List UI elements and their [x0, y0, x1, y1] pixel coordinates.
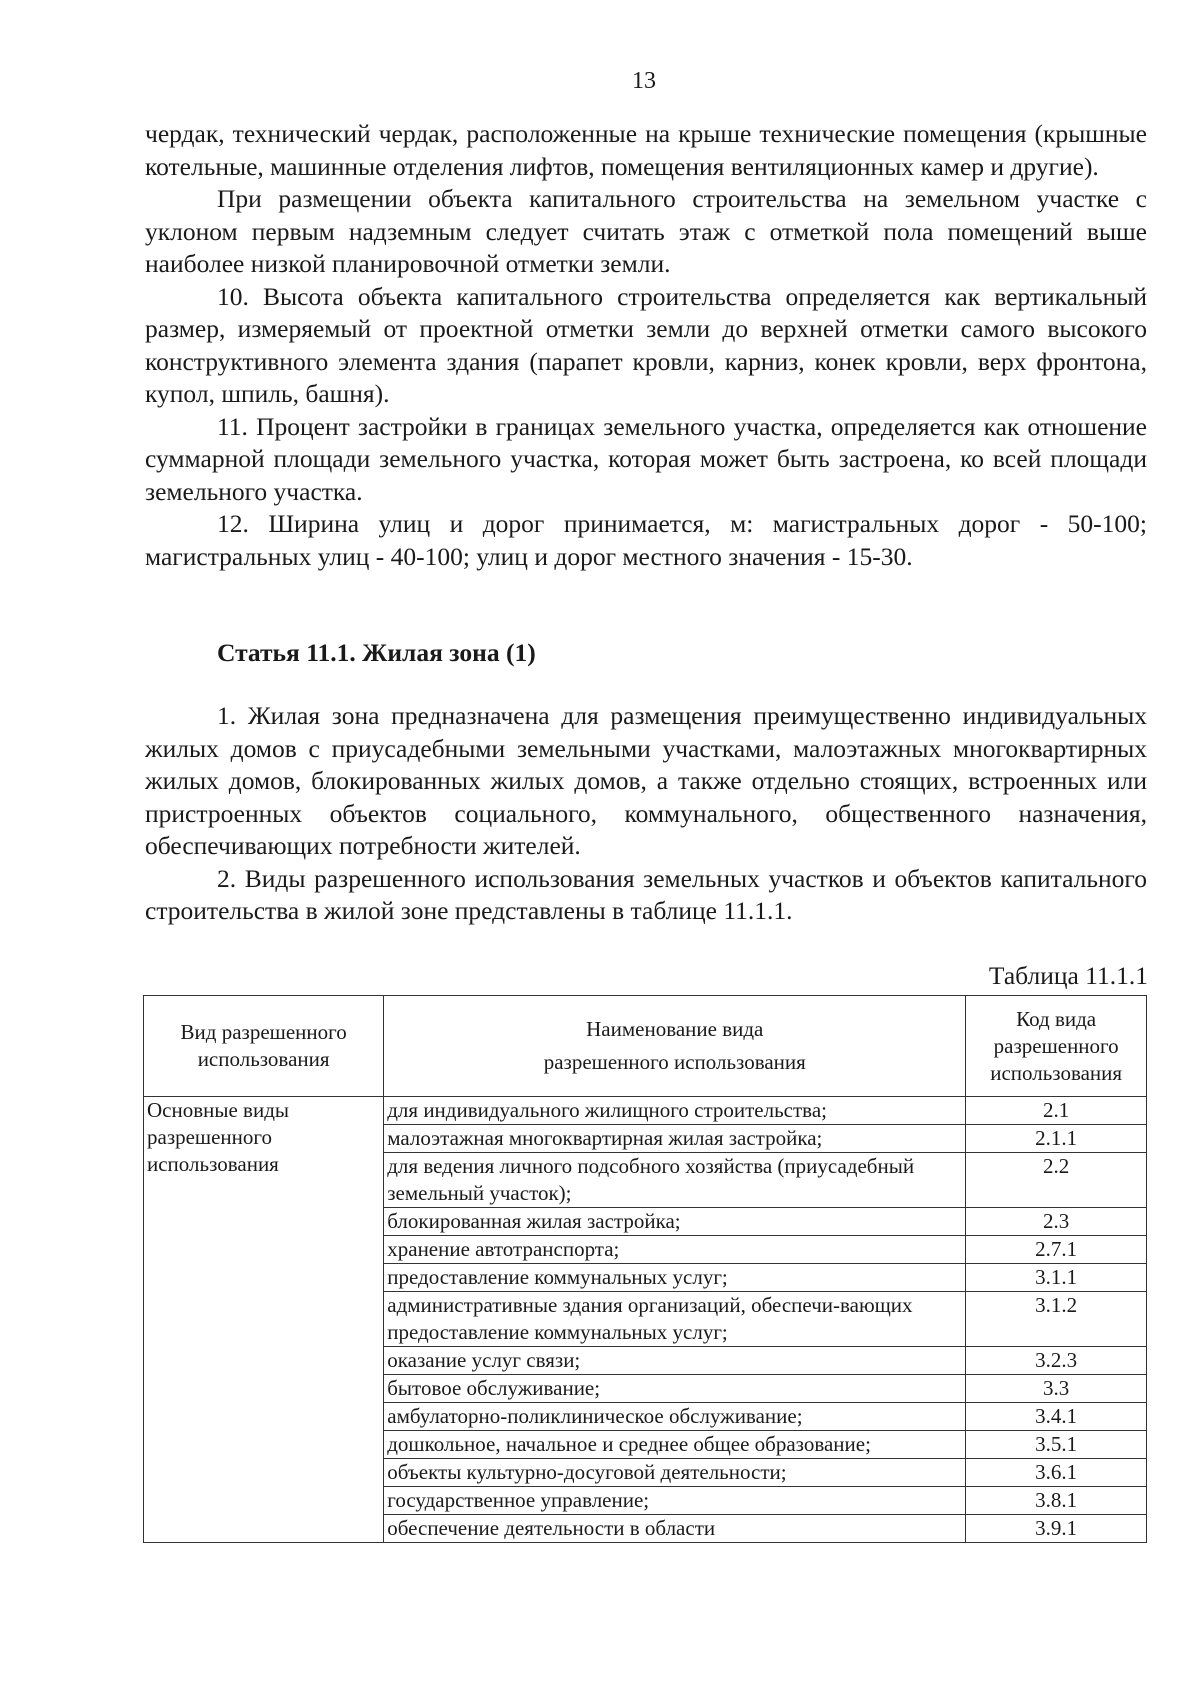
use-name-cell: объекты культурно-досуговой деятельности;	[384, 1459, 966, 1487]
use-code-cell: 3.6.1	[966, 1459, 1147, 1487]
paragraph-height: 10. Высота объекта капитального строительства определяется как вертикальный размер, измеряемый от проектной отметки земли до верхней отметки самого высокого конструктивного элемента здания (парапет кровли, карниз, конек кровли, верх фронтона, купол, шпиль, башня).	[145, 281, 1147, 408]
use-code-cell: 2.1.1	[966, 1125, 1147, 1153]
use-name-cell: бытовое обслуживание;	[384, 1375, 966, 1403]
use-name-cell: блокированная жилая застройка;	[384, 1208, 966, 1236]
use-code-cell: 3.4.1	[966, 1403, 1147, 1431]
use-name-cell: предоставление коммунальных услуг;	[384, 1264, 966, 1292]
use-code-cell: 2.7.1	[966, 1236, 1147, 1264]
header-use-code: Код вида разрешенного использования	[966, 996, 1147, 1097]
use-code-cell: 2.3	[966, 1208, 1147, 1236]
use-name-cell: оказание услуг связи;	[384, 1347, 966, 1375]
use-code-cell: 3.2.3	[966, 1347, 1147, 1375]
use-name-cell: государственное управление;	[384, 1487, 966, 1515]
table-row	[144, 1097, 1147, 1125]
paragraph-zone-purpose: 1. Жилая зона предназначена для размещения преимущественно индивидуальных жилых домов с приусадебными земельными участками, малоэтажных многоквартирных жилых домов, блокированных жилых домов, а также отдельно стоящих, встроенных или пристроенных объектов социального, коммунального, общественного назначения, обеспечивающих потребности жителей.	[145, 701, 1147, 860]
use-name-cell: хранение автотранспорта;	[384, 1236, 966, 1264]
paragraph-attic: чердак, технический чердак, расположенные на крыше технические помещения (крышные котельные, машинные отделения лифтов, помещения вентиляционных камер и другие).	[145, 119, 1147, 181]
use-name-cell: амбулаторно-поликлиническое обслуживание;	[384, 1403, 966, 1431]
article-heading: Статья 11.1. Жилая зона (1)	[217, 638, 536, 667]
use-code-cell: 3.9.1	[966, 1515, 1147, 1543]
header-use-name: Наименование вида разрешенного использования	[384, 996, 966, 1097]
use-name-cell: административные здания организаций, обеспечи-вающих предоставление коммунальных услуг;	[384, 1292, 966, 1347]
header-use-type: Вид разрешенного использования	[144, 996, 384, 1097]
use-name-cell: дошкольное, начальное и среднее общее образование;	[384, 1431, 966, 1459]
table-body	[144, 1097, 1147, 1543]
table-header-row	[144, 996, 1147, 1097]
use-code-cell: 3.8.1	[966, 1487, 1147, 1515]
page-number: 13	[632, 68, 656, 94]
use-name-cell: для ведения личного подсобного хозяйства (приусадебный земельный участок);	[384, 1153, 966, 1208]
use-name-cell: для индивидуального жилищного строительства;	[384, 1097, 966, 1125]
text-block-intro	[145, 118, 1147, 573]
use-code-cell: 3.1.2	[966, 1292, 1147, 1347]
permitted-use-table	[143, 995, 1147, 1543]
paragraph-slope-floor: При размещении объекта капитального строительства на земельном участке с уклоном первым надземным следует считать этаж с отметкой пола помещений выше наиболее низкой планировочной отметки земли.	[145, 184, 1147, 278]
paragraph-coverage-percent: 11. Процент застройки в границах земельного участка, определяется как отношение суммарной площади земельного участка, которая может быть застроена, ко всей площади земельного участка.	[145, 411, 1147, 506]
use-code-cell: 3.5.1	[966, 1431, 1147, 1459]
use-code-cell: 3.1.1	[966, 1264, 1147, 1292]
use-code-cell: 2.2	[966, 1153, 1147, 1208]
group-label-main-uses: Основные виды разрешенного использования	[144, 1097, 384, 1543]
text-block-residential-zone	[145, 700, 1147, 928]
paragraph-street-width: 12. Ширина улиц и дорог принимается, м: магистральных дорог - 50-100; магистральных улиц - 40-100; улиц и дорог местного значения - 15-30.	[145, 509, 1147, 571]
use-name-cell: обеспечение деятельности в области	[384, 1515, 966, 1543]
use-code-cell: 2.1	[966, 1097, 1147, 1125]
table-caption: Таблица 11.1.1	[988, 961, 1148, 990]
paragraph-zone-uses: 2. Виды разрешенного использования земельных участков и объектов капитального строительства в жилой зоне представлены в таблице 11.1.1.	[145, 863, 1147, 925]
use-code-cell: 3.3	[966, 1375, 1147, 1403]
use-name-cell: малоэтажная многоквартирная жилая застройка;	[384, 1125, 966, 1153]
